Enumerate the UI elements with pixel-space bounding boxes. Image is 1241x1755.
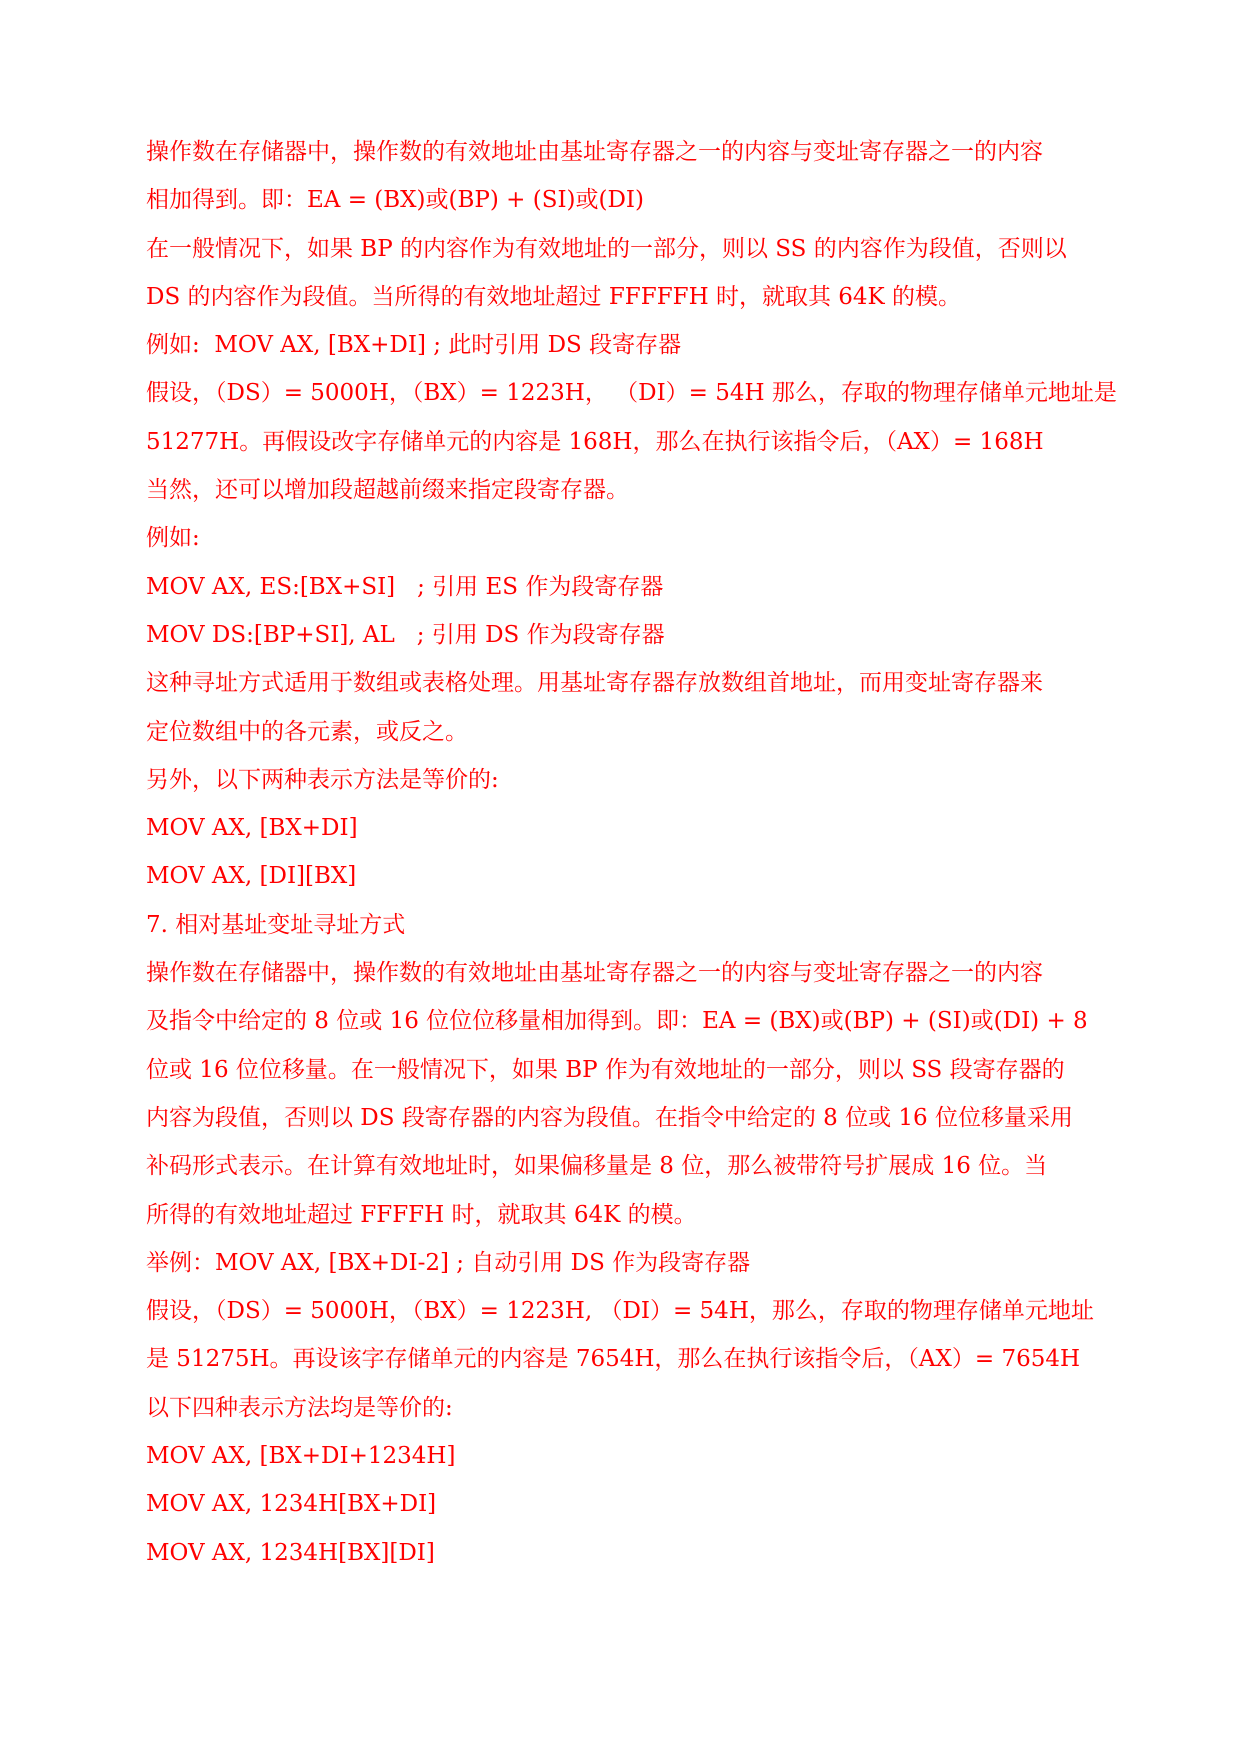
code-line: MOV AX, [DI][BX]: [146, 863, 357, 890]
code-line: MOV AX, [BX+DI]: [146, 815, 358, 842]
text-line: 假设，（DS）= 5000H，（BX）= 1223H， （DI）= 54H 那么，存取的物理存储单元地址是: [146, 380, 1117, 407]
text-line: 当然，还可以增加段超越前缀来指定段寄存器。: [146, 477, 629, 504]
text-line: 另外，以下两种表示方法是等价的:: [146, 766, 499, 793]
text-line: 定位数组中的各元素，或反之。: [146, 718, 468, 745]
text-line: 例如: MOV AX, [BX+DI] ; 此时引用 DS 段寄存器: [146, 332, 682, 359]
text-line: 是 51275H。再设该字存储单元的内容是 7654H，那么在执行该指令后，（AX）= 7654H: [146, 1346, 1081, 1373]
text-line: 位或 16 位位移量。在一般情况下，如果 BP 作为有效地址的一部分，则以 SS 段寄存器的: [146, 1056, 1065, 1083]
text-line: 以下四种表示方法均是等价的:: [146, 1394, 453, 1421]
text-line: 举例：MOV AX, [BX+DI-2] ; 自动引用 DS 作为段寄存器: [146, 1249, 751, 1276]
document-body: [146, 132, 1146, 1581]
section-heading: 7. 相对基址变址寻址方式: [146, 911, 406, 938]
text-line: 这种寻址方式适用于数组或表格处理。用基址寄存器存放数组首地址，而用变址寄存器来: [146, 670, 1043, 697]
text-line: 所得的有效地址超过 FFFFH 时，就取其 64K 的模。: [146, 1201, 697, 1228]
text-line: 操作数在存储器中，操作数的有效地址由基址寄存器之一的内容与变址寄存器之一的内容: [146, 139, 1043, 165]
code-line: MOV AX, [BX+DI+1234H]: [146, 1443, 456, 1470]
text-line: DS 的内容作为段值。当所得的有效地址超过 FFFFFH 时，就取其 64K 的模。: [146, 283, 962, 310]
code-line: MOV DS:[BP+SI], AL ; 引用 DS 作为段寄存器: [146, 621, 665, 648]
code-line: MOV AX, ES:[BX+SI] ; 引用 ES 作为段寄存器: [146, 573, 664, 600]
text-line: 操作数在存储器中，操作数的有效地址由基址寄存器之一的内容与变址寄存器之一的内容: [146, 960, 1043, 987]
text-line: 假设，（DS）= 5000H，（BX）= 1223H, （DI）= 54H，那么，存取的物理存储单元地址: [146, 1298, 1094, 1325]
code-line: MOV AX, 1234H[BX+DI]: [146, 1491, 437, 1518]
text-line: 在一般情况下，如果 BP 的内容作为有效地址的一部分，则以 SS 的内容作为段值，否则以: [146, 235, 1067, 262]
text-line: 51277H。再假设改字存储单元的内容是 168H，那么在执行该指令后，（AX）= 168H: [146, 428, 1044, 455]
text-line: 内容为段值，否则以 DS 段寄存器的内容为段值。在指令中给定的 8 位或 16 位位移量采用: [146, 1104, 1073, 1131]
text-line: 及指令中给定的 8 位或 16 位位位移量相加得到。即：EA = (BX)或(BP) + (SI)或(DI) + 8: [146, 1008, 1088, 1035]
text-line: 相加得到。即：EA = (BX)或(BP) + (SI)或(DI): [146, 187, 644, 214]
text-line: 补码形式表示。在计算有效地址时，如果偏移量是 8 位，那么被带符号扩展成 16 位。当: [146, 1153, 1048, 1180]
code-line: MOV AX, 1234H[BX][DI]: [146, 1539, 435, 1566]
text-line: 例如:: [146, 525, 200, 552]
